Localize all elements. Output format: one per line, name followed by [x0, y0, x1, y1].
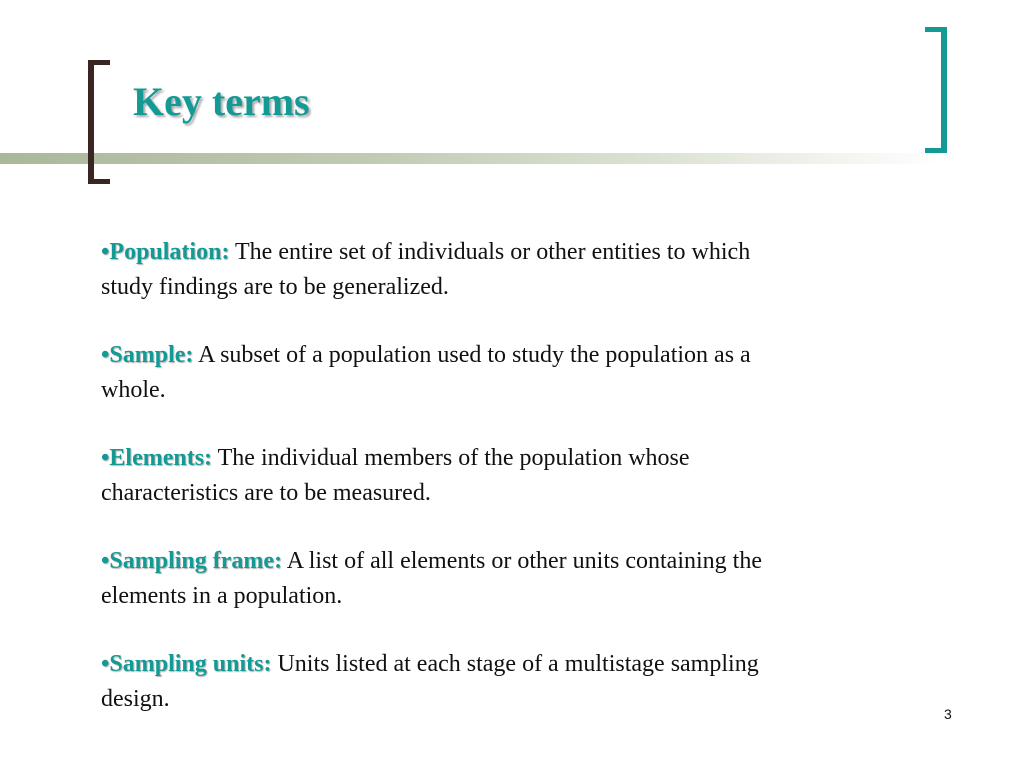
page-number: 3 — [944, 706, 952, 722]
term-label: Sample: — [109, 342, 194, 368]
term-definition: Units listed at each stage of a multistage sampling design. — [101, 651, 759, 712]
term-elements — [101, 441, 791, 511]
header-gradient-band — [0, 153, 1024, 164]
bullet-icon: • — [101, 342, 110, 368]
term-label: Sampling frame: — [109, 548, 283, 574]
term-definition: The entire set of individuals or other entities to which study findings are to be generalized. — [101, 239, 751, 300]
term-sampling-units — [101, 647, 791, 717]
term-label: Sampling units: — [109, 651, 272, 677]
left-bracket-decoration — [88, 60, 110, 184]
bullet-icon: • — [101, 651, 110, 677]
term-definition: A subset of a population used to study the population as a whole. — [101, 342, 751, 403]
term-label: Elements: — [109, 445, 213, 471]
bullet-icon: • — [101, 445, 110, 471]
term-definition: A list of all elements or other units containing the elements in a population. — [101, 548, 762, 609]
right-bracket-decoration — [925, 27, 947, 153]
term-definition: The individual members of the population whose characteristics are to be measured. — [101, 445, 690, 506]
slide-title: Key terms — [133, 79, 310, 124]
bullet-icon: • — [101, 239, 110, 265]
bullet-icon: • — [101, 548, 110, 574]
key-terms-list — [101, 235, 791, 750]
term-label: Population: — [109, 239, 230, 265]
term-population — [101, 235, 791, 305]
term-sample — [101, 338, 791, 408]
term-sampling-frame — [101, 544, 791, 614]
